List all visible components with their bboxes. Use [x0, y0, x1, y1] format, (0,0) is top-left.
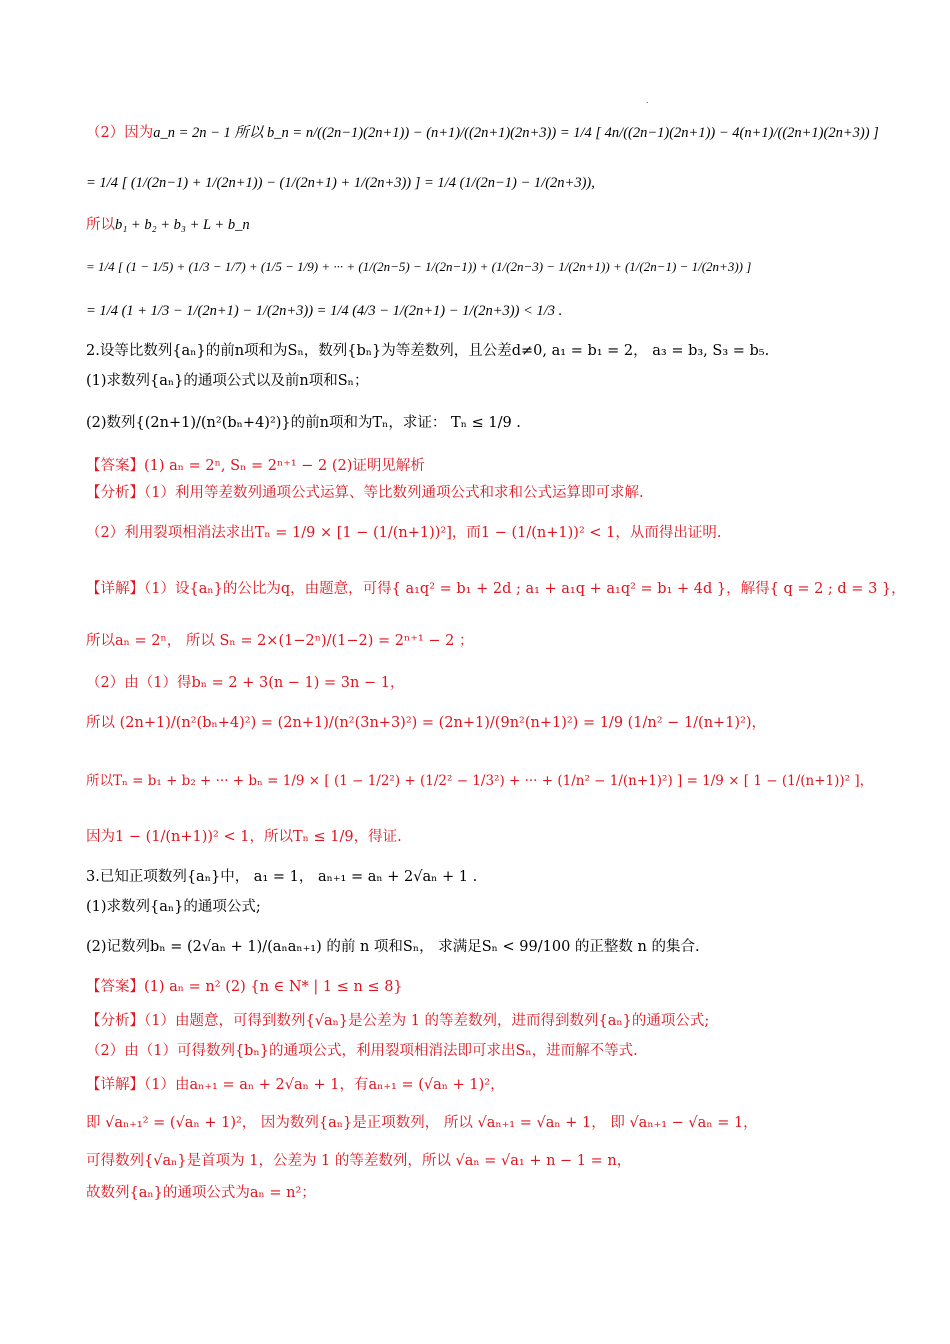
page-dot: . — [646, 96, 649, 105]
q2-title: 2.设等比数列{aₙ}的前n项和为Sₙ，数列{bₙ}为等差数列，且公差d≠0, a₁ = b₁ = 2， a₃ = b₃, S₃ = b₅. — [86, 343, 770, 359]
q2-detail-5: 所以Tₙ = b₁ + b₂ + ··· + bₙ = 1/9 × [ (1 − 1/2²) + (1/2² − 1/3²) + ··· + (1/n² − 1/(n+1)²) ] = 1/9 × [ 1 − (1/(n+1))² ]， — [86, 773, 874, 789]
q2-part-1: (1)求数列{aₙ}的通项公式以及前n项和Sₙ； — [86, 373, 369, 389]
q2-part-2: (2)数列{(2n+1)/(n²(bₙ+4)²)}的前n项和为Tₙ，求证： Tₙ ≤ 1/9 . — [86, 415, 521, 431]
q2-detail-3: （2）由（1）得bₙ = 2 + 3(n − 1) = 3n − 1， — [86, 675, 405, 691]
p1-line-1-math: a_n = 2n − 1 所以 b_n = n/((2n−1)(2n+1)) − (n+1)/((2n+1)(2n+3)) = 1/4 [ 4n/((2n−1)(2n+1)) − 4(n+1)/((2n+1)(2n+3)) ] — [153, 125, 879, 141]
p1-line-3: 所以b₁ + b₂ + b₃ + L + b_n — [86, 217, 250, 233]
q3-answer: 【答案】(1) aₙ = n² (2) {n ∈ N* | 1 ≤ n ≤ 8} — [86, 979, 403, 995]
q3-analysis-1: 【分析】（1）由题意，可得到数列{√aₙ}是公差为 1 的等差数列，进而得到数列{aₙ}的通项公式; — [86, 1013, 710, 1029]
q2-analysis-1: 【分析】（1）利用等差数列通项公式运算、等比数列通项公式和求和公式运算即可求解. — [86, 485, 644, 501]
q2-detail-2: 所以aₙ = 2ⁿ， 所以 Sₙ = 2×(1−2ⁿ)/(1−2) = 2ⁿ⁺¹ − 2 ； — [86, 633, 474, 649]
q3-title: 3.已知正项数列{aₙ}中， a₁ = 1， aₙ₊₁ = aₙ + 2√aₙ + 1 . — [86, 869, 478, 885]
p1-line-1: （2）因为a_n = 2n − 1 所以 b_n = n/((2n−1)(2n+1)) − (n+1)/((2n+1)(2n+3)) = 1/4 [ 4n/((2n−1)(2n+1)) − 4(n+1)/((2n+1)(2n+3)) ] — [86, 125, 879, 141]
q2-detail-1: 【详解】（1）设{aₙ}的公比为q，由题意，可得{ a₁q² = b₁ + 2d ; a₁ + a₁q + a₁q² = b₁ + 4d }，解得{ q = 2 ; d = 3 }， — [86, 581, 906, 597]
analysis-tag: 【分析】 — [86, 1013, 144, 1029]
answer-tag: 【答案】 — [86, 979, 144, 995]
q2-analysis-2: （2）利用裂项相消法求出Tₙ = 1/9 × [1 − (1/(n+1))²]，而1 − (1/(n+1))² < 1，从而得出证明. — [86, 525, 722, 541]
detail-tag: 【详解】 — [86, 1077, 144, 1093]
q3-detail-4: 故数列{aₙ}的通项公式为aₙ = n²； — [86, 1185, 316, 1201]
q3-part-2: (2)记数列bₙ = (2√aₙ + 1)/(aₙaₙ₊₁) 的前 n 项和Sₙ， 求满足Sₙ < 99/100 的正整数 n 的集合. — [86, 939, 700, 955]
detail-tag: 【详解】 — [86, 581, 144, 597]
p1-line-5: = 1/4 (1 + 1/3 − 1/(2n+1) − 1/(2n+3)) = 1/4 (4/3 − 1/(2n+1) − 1/(2n+3)) < 1/3 . — [86, 303, 563, 319]
q3-detail-2: 即 √aₙ₊₁² = (√aₙ + 1)²， 因为数列{aₙ}是正项数列， 所以 √aₙ₊₁ = √aₙ + 1， 即 √aₙ₊₁ − √aₙ = 1， — [86, 1115, 758, 1131]
p1-line-2: = 1/4 [ (1/(2n−1) + 1/(2n+1)) − (1/(2n+1) + 1/(2n+3)) ] = 1/4 (1/(2n−1) − 1/(2n+3)), — [86, 175, 595, 191]
answer-tag: 【答案】 — [86, 458, 144, 474]
analysis-tag: 【分析】 — [86, 485, 144, 501]
q3-detail-1: 【详解】（1）由aₙ₊₁ = aₙ + 2√aₙ + 1，有aₙ₊₁ = (√aₙ + 1)²， — [86, 1077, 505, 1093]
p1-line-4: = 1/4 [ (1 − 1/5) + (1/3 − 1/7) + (1/5 − 1/9) + ··· + (1/(2n−5) − 1/(2n−1)) + (1/(2n−3) − 1/(2n+1)) + (1/(2n−1) − 1/(2n+3)) ] — [86, 259, 752, 274]
q2-answer: 【答案】(1) aₙ = 2ⁿ, Sₙ = 2ⁿ⁺¹ − 2 (2)证明见解析 — [86, 458, 425, 474]
q3-part-1: (1)求数列{aₙ}的通项公式; — [86, 899, 261, 915]
q3-detail-3: 可得数列{√aₙ}是首项为 1，公差为 1 的等差数列，所以 √aₙ = √a₁ + n − 1 = n， — [86, 1153, 632, 1169]
p1-line-3-math: b₁ + b₂ + b₃ + L + b_n — [115, 217, 250, 233]
q3-analysis-2: （2）由（1）可得数列{bₙ}的通项公式，利用裂项相消法即可求出Sₙ，进而解不等式. — [86, 1043, 638, 1059]
q2-detail-4: 所以 (2n+1)/(n²(bₙ+4)²) = (2n+1)/(n²(3n+3)²) = (2n+1)/(9n²(n+1)²) = 1/9 (1/n² − 1/(n+1)²)， — [86, 715, 767, 731]
q2-detail-6: 因为1 − (1/(n+1))² < 1，所以Tₙ ≤ 1/9，得证. — [86, 829, 402, 845]
